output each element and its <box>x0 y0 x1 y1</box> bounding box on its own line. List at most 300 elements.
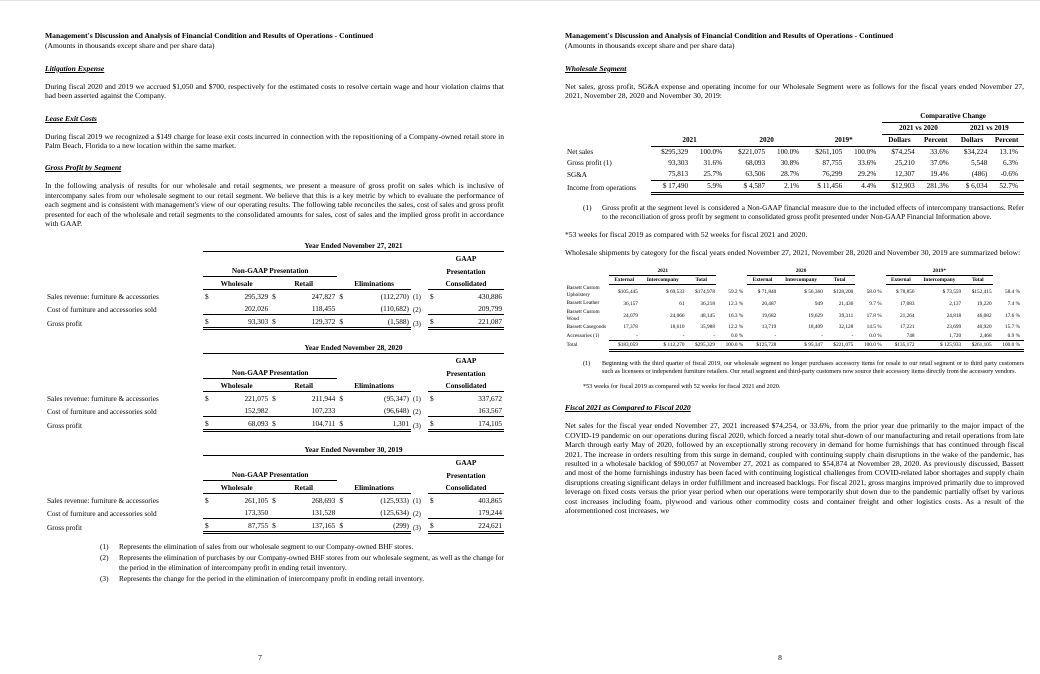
column-header-intercompany: Intercompany <box>778 275 825 284</box>
table-cell: Gross profit <box>47 318 83 328</box>
table-title: Year Ended November 27, 2021 <box>203 239 504 252</box>
column-header-non-gaap-presentation: Non-GAAP Presentation <box>203 366 337 379</box>
column-header-dollars: Dollars <box>882 134 917 146</box>
table-cell: 2,137 <box>949 300 962 307</box>
table-cell: 118,455 <box>281 302 337 315</box>
table-cell: 104,711 <box>281 417 337 431</box>
column-header-2020: 2020 <box>747 267 854 276</box>
spacer-cell <box>45 481 203 494</box>
table-row <box>565 180 1024 193</box>
weeks-note: *53 weeks for fiscal 2019 as compared with 52 weeks for fiscal 2021 and 2020. <box>565 229 808 239</box>
table-cell: Sales revenue: furniture & accessories <box>47 496 159 506</box>
column-header-gaap: GAAP <box>455 458 477 468</box>
column-header-gaap: GAAP <box>455 254 477 264</box>
paragraph-lease-exit-costs: During fiscal 2019 we recognized a $149 charge for lease exit costs incurred in connection with the repositioning of a Company-owned retail store in Palm Beach, Florida to a new location within the same market. <box>45 131 504 150</box>
table-cell: 24,066 <box>669 312 685 319</box>
spacer-cell <box>45 277 203 290</box>
table-cell: Net sales <box>567 148 594 157</box>
paragraph-fiscal-2021-vs-2020: Net sales for the fiscal year ended November 27, 2021 increased $74,254, or 33.6%, from the prior year due primarily to the major impact of the COVID-19 pandemic on our operations during fiscal 2020, which forced a nearly total shut-down of our manufacturing and retail operations from late March through early May of 2020, followed by an exceptionally strong recovery in demand for home furnishings that has continued through fiscal 2021. The increase in orders resulting from this surge in demand, coupled with continuing supply chain disruptions in the wake of the pandemic, has resulted in a wholesale backlog of $90,057 at November 27, 2021 as compared to $54,874 at November 28, 2020. As previously discussed, Bassett and most of the home furnishings industry has been faced with continuing logistical challenges from COVID-related labor shortages and supply chain disruptions creating significant delays in order fulfillment and increased backlogs. For fiscal 2021, gross margins improved primarily due to improved leverage on fixed costs versus the prior year period when our operations were temporarily shut down due to the pandemic partially offset by various cost increases including foam, plywood and various other commodity costs and container freight and other logistics costs. As a result of the aforementioned cost increases, we <box>565 421 1024 515</box>
page-header-subtitle: (Amounts in thousands except share and per share data) <box>45 40 215 50</box>
table-row <box>45 519 504 533</box>
table-cell: 17,378 <box>623 324 638 331</box>
spacer-cell <box>565 111 882 123</box>
table-cell <box>428 506 439 519</box>
table-cell: 221,087 <box>439 315 504 329</box>
spacer-cell <box>45 354 428 367</box>
table-cell <box>337 404 348 417</box>
paragraph-wholesale-intro: Net sales, gross profit, SG&A expense and operating income for our Wholesale Segment were as follows for the fiscal years ended November 27, 2021, November 28, 2020 and November 30, 2019: <box>565 81 1024 101</box>
table-cell: 33.6% <box>930 148 949 157</box>
column-header-2019: 2019* <box>886 267 993 276</box>
column-header-2021: 2021 <box>609 267 716 276</box>
table-cell: 9.7 % <box>869 300 882 307</box>
table-cell <box>270 506 281 519</box>
column-header-comparative-change: Comparative Change <box>882 111 1024 123</box>
table-cell: 31.6% <box>703 159 723 168</box>
table-cell: 46,082 <box>977 312 992 319</box>
table-cell: Bassett Custom Wood <box>566 308 600 322</box>
table-cell: 0.0 % <box>716 332 747 341</box>
table-cell: 20,487 <box>761 300 777 307</box>
column-header-eliminations: Eliminations <box>337 481 411 494</box>
spacer-cell <box>45 456 428 469</box>
table-row <box>565 323 1024 332</box>
table-cell: 2,468 <box>963 332 993 341</box>
table-header <box>565 111 1024 147</box>
table-row <box>45 404 504 417</box>
spacer-cell <box>337 264 428 277</box>
table-cell: (1,588) <box>348 315 411 329</box>
table-cell: $74,254 <box>891 148 915 157</box>
table-cell: 16.3 % <box>728 312 744 319</box>
spacer-cell <box>855 267 886 276</box>
table-cell: 37.0% <box>930 159 949 168</box>
table-cell: $ <box>203 315 214 329</box>
column-header-total: Total <box>686 275 716 284</box>
table-cell: $ <box>428 315 439 329</box>
table-cell: 58.0 % <box>866 288 882 295</box>
reconciliation-table-2021 <box>45 239 504 330</box>
spacer-cell <box>855 275 886 284</box>
table-cell: $ <box>429 292 434 302</box>
table-cell: 25.7% <box>690 169 728 181</box>
table-cell: $ <box>428 519 439 533</box>
spacer-cell <box>565 134 651 146</box>
table-cell: 58.4 % <box>1004 288 1020 295</box>
table-cell: -0.6% <box>989 169 1024 181</box>
table-cell: Income from operations <box>567 183 637 192</box>
table-cell: $135,172 <box>886 340 916 350</box>
table-row <box>45 392 504 405</box>
table-cell: 131,528 <box>281 506 337 519</box>
table-cell: (2) <box>412 306 421 314</box>
table-cell: 18,610 <box>669 324 685 331</box>
table-cell <box>203 404 214 417</box>
table-cell: Bassett Casegoods <box>566 324 607 331</box>
table-cell <box>428 404 439 417</box>
table-cell: $221,075 <box>738 148 766 157</box>
column-header-external: External <box>609 275 639 284</box>
column-header-retail: Retail <box>270 481 337 494</box>
table-cell: $ 112,270 <box>639 340 686 350</box>
column-header-2020: 2020 <box>728 134 805 146</box>
table-cell: $295,329 <box>686 340 716 350</box>
table-cell: $ 11,456 <box>805 180 844 193</box>
spacer-cell <box>565 267 609 276</box>
table-cell: 202,026 <box>214 302 270 315</box>
table-header <box>45 443 504 494</box>
table-body <box>45 290 504 329</box>
table-cell: 13.1% <box>999 148 1018 157</box>
footnote-text: Gross profit at the segment level is considered a Non-GAAP financial measure due to the included effects of intercompany transactions. Refer to the reconciliation of gross profit by segment to consolidated gross profit presented under Non-GAAP Financial Information above. <box>602 202 1024 221</box>
table-cell: $128,200 <box>833 288 854 295</box>
footnote-number: (3) <box>100 573 109 583</box>
table-cell: 93,303 <box>668 159 689 168</box>
table-cell: 23,699 <box>946 324 962 331</box>
table-cell: 14.5 % <box>866 324 882 331</box>
shipments-footnotes <box>583 360 1024 376</box>
footnote-number: (1) <box>100 542 109 552</box>
table-cell: - <box>747 332 777 341</box>
column-header-2021-vs-2019: 2021 vs 2019 <box>955 122 1024 134</box>
table-cell: $ 69,533 <box>665 288 685 295</box>
table-row <box>565 332 1024 341</box>
footnote-1 <box>583 203 1024 221</box>
spacer-cell <box>45 264 203 277</box>
table-row <box>565 158 1024 169</box>
table-cell: (1) <box>412 294 421 302</box>
table-cell: 17,221 <box>900 324 915 331</box>
table-cell: $183,059 <box>609 340 639 350</box>
footnote-3 <box>100 574 504 583</box>
column-header-total: Total <box>824 275 854 284</box>
table-cell: 5,548 <box>971 159 988 168</box>
table-cell: $ <box>203 417 214 431</box>
table-row <box>45 315 504 329</box>
table-row <box>45 494 504 507</box>
table-row <box>45 302 504 315</box>
table-cell: 29.2% <box>844 169 882 181</box>
table-cell <box>337 506 348 519</box>
table-cell: - <box>639 332 686 341</box>
table-cell: $261,105 <box>963 340 993 350</box>
footnote-2 <box>100 553 504 571</box>
spacer-cell <box>411 379 428 392</box>
table-cell <box>428 302 439 315</box>
table-cell: 68,093 <box>745 159 766 168</box>
table-cell: $ <box>270 315 281 329</box>
table-cell: $152,415 <box>971 288 992 295</box>
table-cell: 403,865 <box>478 496 502 506</box>
table-cell: 33.6% <box>857 159 877 168</box>
table-cell: 35,988 <box>700 324 715 331</box>
table-cell: 129,372 <box>281 315 337 329</box>
spacer-cell <box>716 275 747 284</box>
table-body <box>565 284 1024 350</box>
table-cell: 19,220 <box>977 300 992 307</box>
footnote-number: (2) <box>100 553 109 563</box>
table-cell: 21,436 <box>838 300 854 307</box>
table-cell: $105,445 <box>618 288 638 295</box>
column-header-2021: 2021 <box>651 134 728 146</box>
spacer-cell <box>45 239 203 252</box>
paragraph-gross-profit-by-segment: In the following analysis of results for our wholesale and retail segments, we present a measure of gross profit on sales which is inclusive of intercompany sales from our wholesale segment to our retail segment. We believe that this is a key metric by which to evaluate the performance of each segment and is consistent with management's view of our operating results. The following table reconciles the sales, cost of sales and gross profit presented for each of the wholesale and retail segments to the consolidated amounts for sales, cost of sales and the implied gross profit in accordance with GAAP. <box>45 181 504 228</box>
table-cell: 12,307 <box>882 169 917 181</box>
table-cell: 36,157 <box>623 300 638 307</box>
footnote-number: (1) <box>583 202 592 212</box>
table-cell: 174,105 <box>439 417 504 431</box>
footnote-text: Represents the change for the period in the elimination of intercompany profit in ending retail inventory. <box>119 573 425 583</box>
table-cell: (2) <box>412 408 421 416</box>
table-cell: 17.8 % <box>866 312 882 319</box>
section-heading-gross-profit-by-segment: Gross Profit by Segment <box>45 163 122 173</box>
table-body <box>565 146 1024 193</box>
table-cell: Gross profit <box>47 420 83 430</box>
table-cell: $ <box>337 315 348 329</box>
table-body <box>45 392 504 431</box>
section-heading-litigation-expense: Litigation Expense <box>45 63 105 73</box>
spacer-cell <box>411 277 428 290</box>
table-cell: Cost of furniture and accessories sold <box>47 304 157 314</box>
table-cell: 40,920 <box>977 324 992 331</box>
column-header-retail: Retail <box>270 277 337 290</box>
table-cell: (96,648) <box>348 404 411 417</box>
table-cell: 59.2 % <box>728 288 744 295</box>
table-cell: $ <box>428 417 439 431</box>
table-row <box>565 169 1024 181</box>
table-cell: $295,329 <box>661 148 689 157</box>
table-cell: 100.0% <box>776 148 800 157</box>
table-title: Year Ended November 30, 2019 <box>203 443 504 456</box>
table-cell: 0.0 % <box>855 332 886 341</box>
page-number: 7 <box>258 653 262 662</box>
table-cell: $ <box>205 496 209 506</box>
spacer-cell <box>411 481 428 494</box>
column-header-total: Total <box>963 275 993 284</box>
table-cell: 19,629 <box>808 312 823 319</box>
section-heading-fiscal-2021-vs-2020: Fiscal 2021 as Compared to Fiscal 2020 <box>565 403 691 413</box>
table-cell: 21,264 <box>900 312 915 319</box>
table-cell: $ 125,933 <box>916 340 963 350</box>
table-cell: 137,165 <box>281 519 337 533</box>
column-header-non-gaap-presentation: Non-GAAP Presentation <box>203 264 337 277</box>
column-header-2021-vs-2020: 2021 vs 2020 <box>882 122 955 134</box>
table-cell: 39,311 <box>838 312 854 319</box>
table-cell: 2.1% <box>767 180 805 193</box>
table-cell: 17.6 % <box>1004 312 1020 319</box>
table-cell: 52.7% <box>989 180 1024 193</box>
table-cell: $ 17,490 <box>651 180 690 193</box>
table-cell: 281.3% <box>917 180 955 193</box>
paragraph-shipments-intro: Wholesale shipments by category for the fiscal years ended November 27, 2021, November 28, 2020 and November 30, 2019 are summarized below: <box>565 248 1021 258</box>
table-title: Year Ended November 28, 2020 <box>203 341 504 354</box>
table-cell: 0.9 % <box>993 332 1024 341</box>
table-cell: 12.2 % <box>728 324 744 331</box>
spacer-cell <box>45 379 203 392</box>
column-header-2019: 2019* <box>805 134 882 146</box>
table-body <box>45 494 504 533</box>
table-cell: 430,886 <box>478 292 502 302</box>
table-cell: (125,634) <box>348 506 411 519</box>
table-cell: (486) <box>955 169 990 181</box>
column-header-eliminations: Eliminations <box>337 277 411 290</box>
spacer-cell <box>45 341 203 354</box>
table-cell: 4.4% <box>844 180 882 193</box>
table-cell: 18,409 <box>808 324 823 331</box>
table-cell: $261,105 <box>815 148 843 157</box>
table-cell: 24,079 <box>623 312 638 319</box>
table-cell: - <box>778 332 825 341</box>
table-cell: 5.9% <box>690 180 728 193</box>
column-header-wholesale: Wholesale <box>203 379 270 392</box>
table-cell: $ <box>339 292 343 302</box>
spacer-cell <box>716 267 747 276</box>
column-header-dollars: Dollars <box>955 134 990 146</box>
table-cell: $ <box>429 496 434 506</box>
weeks-note-small: *53 weeks for fiscal 2019 as compared with 52 weeks for fiscal 2021 and 2020. <box>583 383 781 391</box>
table-row <box>45 506 504 519</box>
column-header-non-gaap-presentation: Non-GAAP Presentation <box>203 468 337 481</box>
table-cell: 13,719 <box>761 324 777 331</box>
table-cell: 32,128 <box>838 324 854 331</box>
table-row <box>45 417 504 431</box>
table-cell: (1) <box>412 498 421 506</box>
table-cell: 337,672 <box>478 394 502 404</box>
spacer-cell <box>45 252 428 265</box>
table-cell: $221,075 <box>824 340 854 350</box>
table-cell: (3) <box>412 524 421 532</box>
table-cell: $ <box>272 292 276 302</box>
table-cell: Gross profit <box>47 522 83 532</box>
table-cell: $ <box>272 496 276 506</box>
table-row <box>45 290 504 303</box>
reconciliation-table-2020 <box>45 341 504 432</box>
table-cell: 28.7% <box>767 169 805 181</box>
table-cell: 48,145 <box>700 312 715 319</box>
column-header-intercompany: Intercompany <box>639 275 686 284</box>
table-cell: 748 <box>886 332 916 341</box>
table-cell: 1,720 <box>916 332 963 341</box>
table-cell: 211,944 <box>311 394 336 404</box>
table-cell: 100.0% <box>699 148 723 157</box>
table-cell: 268,693 <box>311 496 336 506</box>
table-cell <box>337 302 348 315</box>
column-header-presentation: Presentation <box>446 368 486 378</box>
performance-footnotes <box>583 203 1024 221</box>
spacer-cell <box>45 468 203 481</box>
page-header-subtitle: (Amounts in thousands except share and per share data) <box>565 40 735 50</box>
table-cell: 87,755 <box>214 519 270 533</box>
table-cell: 295,329 <box>244 292 269 302</box>
table-cell: 261,105 <box>244 496 269 506</box>
table-cell: Accessories (1) <box>566 332 600 339</box>
table-cell: $ 4,587 <box>728 180 767 193</box>
wholesale-shipments-table <box>565 267 1024 352</box>
table-cell: Gross profit (1) <box>567 159 612 168</box>
table-cell: 25,210 <box>894 159 915 168</box>
table-cell: (299) <box>348 519 411 533</box>
page-8 <box>520 1 1040 674</box>
spacer-cell <box>565 122 882 134</box>
page-7 <box>0 1 520 674</box>
footnote-1 <box>100 542 504 551</box>
table-cell: 949 <box>814 300 823 307</box>
table-cell: 6.3% <box>1003 159 1018 168</box>
column-header-gaap: GAAP <box>455 356 477 366</box>
reconciliation-table-2019 <box>45 443 504 534</box>
table-cell: $ 95,347 <box>778 340 825 350</box>
table-cell: 24,818 <box>946 312 962 319</box>
table-cell: SG&A <box>567 170 587 179</box>
table-cell: Bassett Leather <box>566 300 600 307</box>
table-cell: 87,755 <box>822 159 843 168</box>
spacer-cell <box>993 275 1024 284</box>
table-cell: 224,621 <box>439 519 504 533</box>
table-cell: 19,682 <box>761 312 777 319</box>
spacer-cell <box>337 468 428 481</box>
table-cell: Cost of furniture and accessories sold <box>47 508 157 518</box>
spacer-cell <box>45 366 203 379</box>
spacer-cell <box>45 443 203 456</box>
table-cell: 152,982 <box>214 404 270 417</box>
table-cell: Sales revenue: furniture & accessories <box>47 394 159 404</box>
table-cell: (95,347) <box>384 394 409 404</box>
table-cell: 173,350 <box>214 506 270 519</box>
table-cell: $ 56,360 <box>804 288 823 295</box>
column-header-external: External <box>886 275 916 284</box>
table-cell: 12.3 % <box>728 300 744 307</box>
table-header <box>45 239 504 290</box>
footnote-text: Represents the elimination of purchases by our Company-owned BHF stores from our wholesale segment, as well as the change for the period in the elimination of intercompany profit in ending retail inventory. <box>119 553 504 572</box>
table-cell: 61 <box>679 300 685 307</box>
table-cell: 100.0 % <box>855 340 886 350</box>
table-cell: 19.4% <box>917 169 955 181</box>
table-cell: $ <box>272 394 276 404</box>
table-cell: 68,093 <box>214 417 270 431</box>
table-cell: 7.4 % <box>1007 300 1020 307</box>
column-header-intercompany: Intercompany <box>916 275 963 284</box>
table-cell: Total <box>566 342 578 349</box>
section-heading-lease-exit-costs: Lease Exit Costs <box>45 113 97 123</box>
table-row <box>565 299 1024 308</box>
table-cell: $125,728 <box>747 340 777 350</box>
table-cell: $174,978 <box>695 288 715 295</box>
footnote-1 <box>583 360 1024 376</box>
table-cell: $12,903 <box>882 180 917 193</box>
footnote-number: (1) <box>583 359 591 367</box>
column-header-wholesale: Wholesale <box>203 481 270 494</box>
table-cell: 76,299 <box>805 169 844 181</box>
table-cell: $ <box>339 394 343 404</box>
column-header-presentation: Presentation <box>446 470 486 480</box>
table-cell <box>203 302 214 315</box>
table-header <box>45 341 504 392</box>
table-cell: $ <box>205 394 209 404</box>
table-cell: - <box>686 332 716 341</box>
table-cell: $ 6,034 <box>955 180 990 193</box>
column-header-consolidated: Consolidated <box>428 481 504 494</box>
table-cell: Sales revenue: furniture & accessories <box>47 292 159 302</box>
table-cell: 100.0 % <box>716 340 747 350</box>
spacer-cell <box>993 267 1024 276</box>
table-cell: (125,933) <box>380 496 409 506</box>
table-cell: (112,270) <box>380 292 409 302</box>
table-row <box>565 340 1024 350</box>
table-cell: 30.8% <box>780 159 800 168</box>
reconciliation-footnotes <box>100 542 504 582</box>
page-header-title: Management's Discussion and Analysis of Financial Condition and Results of Operations - Continued <box>45 31 374 40</box>
table-cell: (1) <box>412 396 421 404</box>
